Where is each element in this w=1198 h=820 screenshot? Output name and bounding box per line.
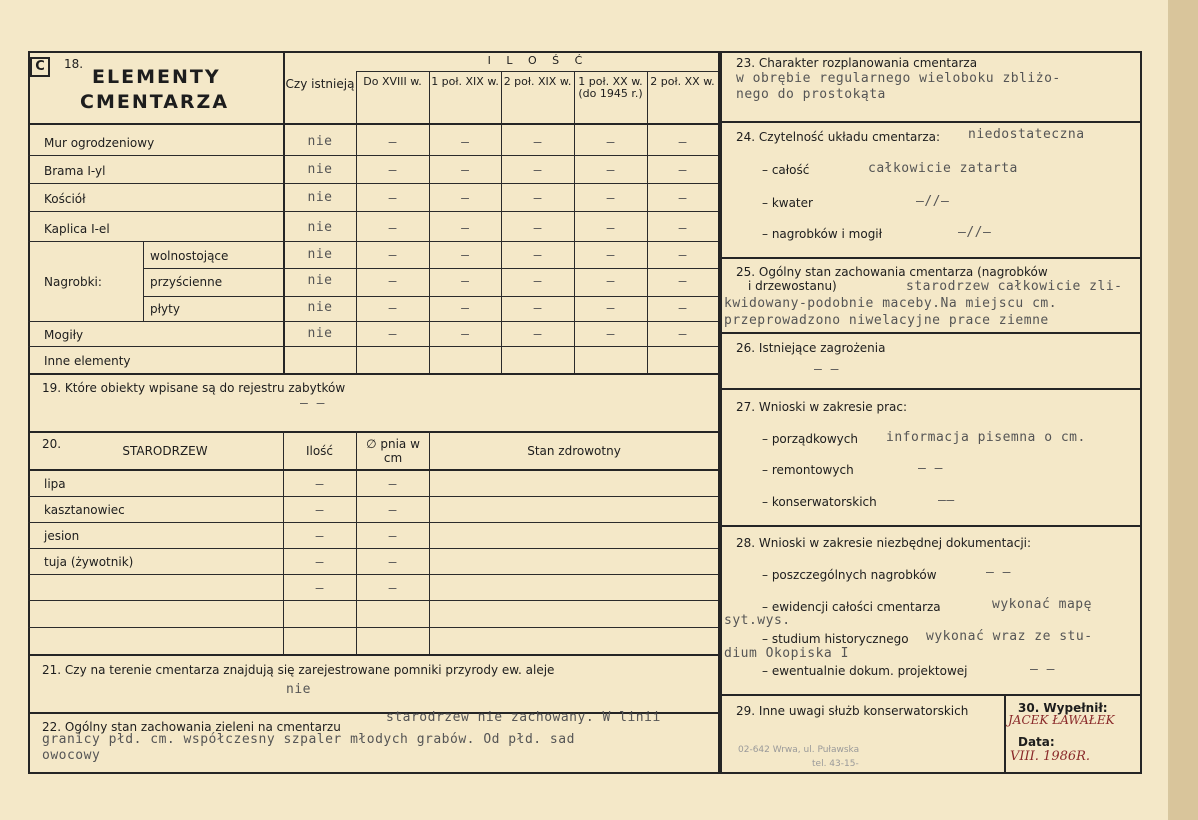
element-quantity-value: –	[533, 301, 542, 316]
element-quantity-value: –	[388, 301, 397, 316]
element-row-label: Inne elementy	[44, 354, 131, 368]
legibility-item-label: – kwater	[762, 196, 813, 210]
period-header: Do XVIII w.	[363, 75, 422, 88]
documentation-label: 28. Wnioski w zakresie niezbędnej dokumentacji:	[736, 536, 1032, 550]
element-row-label: przyścienne	[150, 275, 223, 289]
element-quantity-value: –	[606, 191, 615, 206]
tree-diameter: –	[388, 581, 397, 596]
doc-item-label: – ewentualnie dokum. projektowej	[762, 664, 968, 678]
legibility-item-label: – nagrobków i mogił	[762, 227, 883, 241]
layout-character-line1: w obrębie regularnego wieloboku zbliżo-	[736, 71, 1061, 86]
element-row-label: Brama I-yl	[44, 164, 106, 178]
element-quantity-value: –	[388, 163, 397, 178]
element-quantity-value: –	[388, 221, 397, 236]
legibility-item-label: – całość	[762, 163, 810, 177]
tree-diameter: –	[388, 529, 397, 544]
element-quantity-value: –	[606, 301, 615, 316]
tree-name: lipa	[44, 477, 66, 491]
tree-name: tuja (żywotnik)	[44, 555, 134, 569]
element-quantity-value: –	[461, 301, 469, 316]
element-exists-value: nie	[307, 273, 333, 288]
tree-diameter: –	[388, 477, 397, 492]
tombs-label: Nagrobki:	[44, 275, 102, 289]
doc-item-label: – studium historycznego	[762, 632, 909, 646]
greenery-value-line2: granicy płd. cm. współczesny szpaler młodych grabów. Od płd. sad	[42, 732, 575, 747]
doc-item-continuation: dium Okopiska I	[724, 646, 849, 661]
date-value: VIII. 1986R.	[1010, 749, 1091, 764]
element-quantity-value: –	[461, 191, 469, 206]
exists-header: Czy istnieją	[285, 77, 355, 91]
element-quantity-value: –	[388, 327, 397, 342]
element-quantity-value: –	[388, 274, 397, 289]
element-quantity-value: –	[678, 163, 687, 178]
section-title: ELEMENTY	[92, 66, 221, 88]
section-title-line2: CMENTARZA	[80, 91, 230, 113]
threats-label: 26. Istniejące zagrożenia	[736, 341, 886, 355]
card-edge	[1170, 0, 1198, 820]
trees-section-number: 20.	[42, 437, 62, 451]
element-row-label: Kościół	[44, 192, 86, 206]
greenery-value-line1: starodrzew nie zachowany. W linii	[386, 710, 661, 725]
date-label: Data:	[1018, 735, 1055, 749]
preservation-value-line1: starodrzew całkowicie zli-	[906, 279, 1123, 294]
period-header: 1 poł. XIX w.	[431, 75, 499, 88]
element-row-label: wolnostojące	[150, 249, 229, 263]
registry-value: – –	[300, 396, 325, 411]
element-quantity-value: –	[606, 327, 615, 342]
element-row-label: płyty	[150, 302, 180, 316]
tree-qty: –	[315, 503, 324, 518]
work-proposals-label: 27. Wnioski w zakresie prac:	[736, 400, 908, 414]
element-quantity-value: –	[461, 221, 469, 236]
threats-value: – –	[814, 362, 839, 377]
element-exists-value: nie	[307, 162, 333, 177]
element-quantity-value: –	[678, 221, 687, 236]
element-quantity-value: –	[461, 163, 469, 178]
element-quantity-value: –	[678, 191, 687, 206]
legibility-value: niedostateczna	[968, 127, 1085, 142]
element-quantity-value: –	[533, 274, 542, 289]
element-row-label: Kaplica I-el	[44, 222, 110, 236]
element-quantity-value: –	[606, 221, 615, 236]
preservation-label-line1: 25. Ogólny stan zachowania cmentarza (nagrobków	[736, 265, 1048, 279]
element-quantity-value: –	[606, 163, 615, 178]
element-exists-value: nie	[307, 300, 333, 315]
period-header: 2 poł. XIX w.	[503, 75, 572, 88]
doc-item-label: – poszczególnych nagrobków	[762, 568, 937, 582]
filled-by-label: 30. Wypełnił:	[1018, 701, 1108, 715]
legibility-label: 24. Czytelność układu cmentarza:	[736, 130, 941, 144]
element-quantity-value: –	[606, 274, 615, 289]
doc-item-value: – –	[986, 565, 1011, 580]
tree-name: kasztanowiec	[44, 503, 125, 517]
element-quantity-value: –	[678, 327, 687, 342]
element-exists-value: nie	[307, 190, 333, 205]
element-quantity-value: –	[678, 274, 687, 289]
element-exists-value: nie	[307, 220, 333, 235]
element-quantity-value: –	[678, 248, 687, 263]
work-item-value: – –	[918, 461, 943, 476]
tree-qty: –	[315, 555, 324, 570]
section-letter: C	[30, 57, 50, 77]
work-item-label: – konserwatorskich	[762, 495, 877, 509]
element-quantity-value: –	[606, 248, 615, 263]
work-item-value: ––	[938, 493, 955, 508]
filled-by-signature: JACEK ŁAWAŁEK	[1008, 713, 1115, 727]
nature-monuments-label: 21. Czy na terenie cmentarza znajdują się zarejestrowane pomniki przyrody ew. aleje	[42, 663, 555, 677]
element-quantity-value: –	[388, 248, 397, 263]
element-quantity-value: –	[606, 135, 615, 150]
work-item-value: informacja pisemna o cm.	[886, 430, 1086, 445]
element-quantity-value: –	[533, 191, 542, 206]
element-quantity-value: –	[461, 274, 469, 289]
layout-character-label: 23. Charakter rozplanowania cmentarza	[736, 56, 978, 70]
element-quantity-value: –	[533, 221, 542, 236]
preservation-value-line3: przeprowadzono niwelacyjne prace ziemne	[724, 313, 1049, 328]
element-exists-value: nie	[307, 326, 333, 341]
period-header: 2 poł. XX w.	[650, 75, 715, 88]
tree-qty: –	[315, 477, 324, 492]
work-item-label: – remontowych	[762, 463, 854, 477]
preservation-label-line2: i drzewostanu)	[748, 279, 837, 293]
tree-qty: –	[315, 581, 324, 596]
element-quantity-value: –	[533, 135, 542, 150]
element-quantity-value: –	[461, 248, 469, 263]
stamp-line: 02-642 Wrwa, ul. Puławska	[738, 745, 860, 755]
trees-qty-header: Ilość	[305, 444, 334, 458]
tree-qty: –	[315, 529, 324, 544]
doc-item-value: wykonać mapę	[992, 597, 1092, 612]
trees-health-header: Stan zdrowotny	[527, 444, 621, 458]
trees-title: STARODRZEW	[122, 444, 208, 458]
element-exists-value: nie	[307, 247, 333, 262]
layout-character-line2: nego do prostokąta	[736, 87, 886, 102]
period-header: 1 poł. XX w. (do 1945 r.)	[578, 75, 643, 100]
element-exists-value: nie	[307, 134, 333, 149]
quantity-header: I L O Ś Ć	[487, 54, 589, 67]
element-quantity-value: –	[533, 163, 542, 178]
element-quantity-value: –	[533, 327, 542, 342]
element-quantity-value: –	[533, 248, 542, 263]
element-quantity-value: –	[461, 327, 469, 342]
element-row-label: Mogiły	[44, 328, 84, 342]
doc-item-label: – ewidencji całości cmentarza	[762, 600, 941, 614]
greenery-value-line3: owocowy	[42, 748, 101, 763]
conservator-notes-label: 29. Inne uwagi służb konserwatorskich	[736, 704, 969, 718]
element-quantity-value: –	[388, 135, 397, 150]
tree-diameter: –	[388, 555, 397, 570]
legibility-item-value: całkowicie zatarta	[868, 161, 1018, 176]
tree-name: jesion	[44, 529, 80, 543]
tree-diameter: –	[388, 503, 397, 518]
nature-monuments-value: nie	[286, 682, 311, 697]
element-quantity-value: –	[388, 191, 397, 206]
element-quantity-value: –	[461, 135, 469, 150]
registry-label: 19. Które obiekty wpisane są do rejestru zabytków	[42, 381, 346, 395]
element-quantity-value: –	[678, 135, 687, 150]
stamp-line: tel. 43-15-	[812, 759, 859, 769]
greenery-label: 22. Ogólny stan zachowania zieleni na cmentarzu	[42, 720, 341, 734]
legibility-item-value: –//–	[958, 225, 992, 240]
legibility-item-value: –//–	[916, 194, 950, 209]
section-number: 18.	[64, 57, 84, 71]
doc-item-value: – –	[1030, 662, 1055, 677]
element-row-label: Mur ogrodzeniowy	[44, 136, 155, 150]
trees-diameter-header: ∅ pnia w cm	[366, 437, 420, 465]
doc-item-value: wykonać wraz ze stu-	[926, 629, 1093, 644]
work-item-label: – porządkowych	[762, 432, 858, 446]
doc-item-continuation: syt.wys.	[724, 613, 791, 628]
preservation-value-line2: kwidowany-podobnie maceby.Na miejscu cm.	[724, 296, 1058, 311]
element-quantity-value: –	[678, 301, 687, 316]
